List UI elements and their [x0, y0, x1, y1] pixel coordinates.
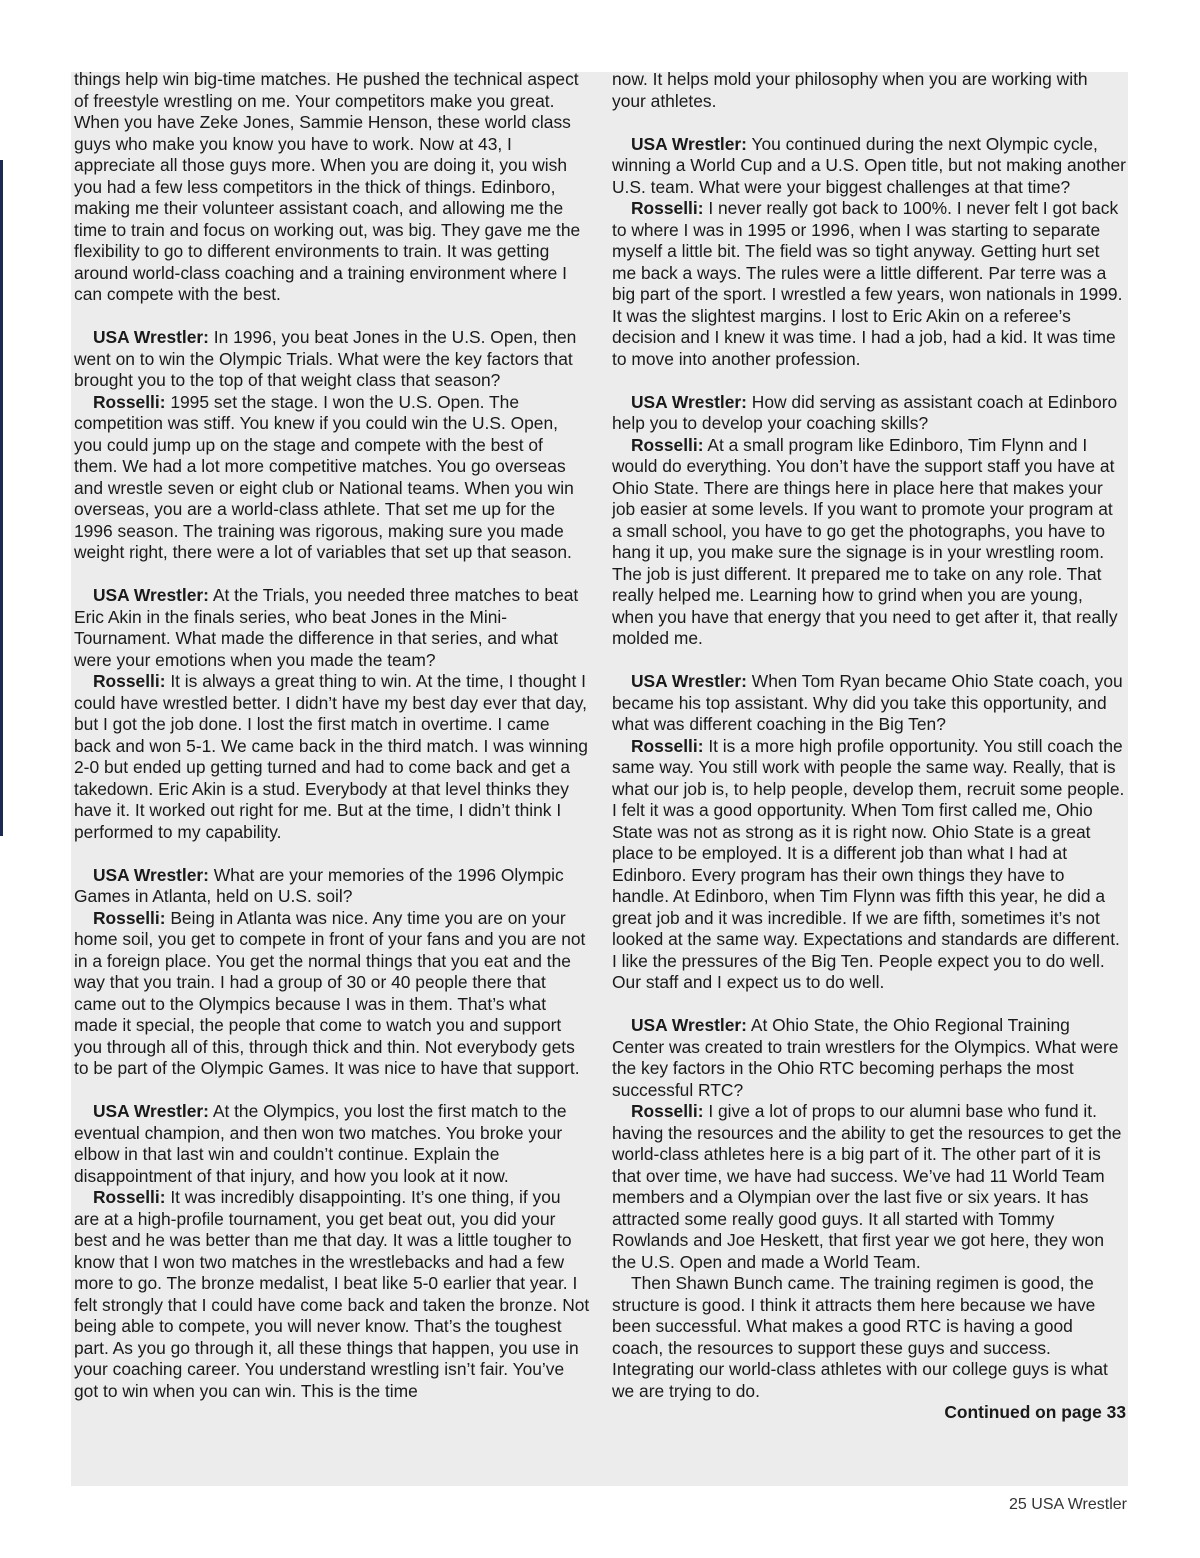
- speaker-label: USA Wrestler:: [93, 327, 209, 347]
- question-paragraph: [612, 134, 1126, 199]
- speaker-label: Rosselli:: [631, 735, 704, 756]
- answer-paragraph: [612, 1101, 1126, 1273]
- question-paragraph: [74, 1101, 590, 1187]
- speaker-label: Rosselli:: [93, 907, 166, 928]
- paragraph-text: In 1996, you beat Jones in the U.S. Open, then went on to win the Olympic Trials. What were the key factors that brought you to the top of that weight class that season?: [74, 327, 577, 390]
- paragraph-text: At the Trials, you needed three matches to beat Eric Akin in the finals series, who beat Jones in the Mini-Tournament. What made the difference in that series, and what were your emotions when you made the team?: [74, 585, 579, 670]
- paragraph-text: I never really got back to 100%. I never felt I got back to where I was in 1995 or 1996, when I was starting to separate myself a little bit. The field was so tight anyway. Getting hurt set me back a ways. The rules were a little different. Par terre was a big part of the sport. I wrestled a few years, won nationals in 1999. It was the slightest margins. I lost to Eric Akin on a referee’s decision and I knew it was time. I had a job, had a kid. It was time to move into another profession.: [612, 198, 1123, 369]
- speaker-label: Rosselli:: [631, 1101, 704, 1121]
- paragraph-text: How did serving as assistant coach at Edinboro help you to develop your coaching skills?: [612, 391, 1118, 433]
- paragraph-text: 1995 set the stage. I won the U.S. Open. The competition was stiff. You knew if you could win the U.S. Open, you could jump up on the stage and compete with the best of them. We had a lot more competitive matches. You go overseas and wrestle seven or eight club or National teams. When you win overseas, you are a world-class athlete. That set me up for the 1996 season. The training was rigorous, making sure you made weight right, there were a lot of variables that set up that season.: [74, 391, 574, 562]
- paragraph-text: It is always a great thing to win. At the time, I thought I could have wrestled better. I didn’t have my best day ever that day, but I got the job done. I lost the first match in overtime. I came back and won 5-1. We came back in the third match. I was winning 2-0 but ended up getting turned and had to come back and get a takedown. Eric Akin is a stud. Everybody at that level thinks they have it. It worked out right for me. But at the time, I didn’t think I performed to my capability.: [74, 671, 588, 842]
- question-paragraph: [612, 392, 1126, 435]
- speaker-label: USA Wrestler:: [631, 1015, 747, 1035]
- paragraph-text: At the Olympics, you lost the first match to the eventual champion, and then won two matches. You broke your elbow in that last win and couldn’t continue. Explain the disappointment of that injury, and how you look at it now.: [74, 1101, 567, 1186]
- paragraph-text: What are your memories of the 1996 Olympic Games in Atlanta, held on U.S. soil?: [74, 864, 564, 906]
- paragraph-text: At a small program like Edinboro, Tim Flynn and I would do everything. You don’t have the support staff you have at Ohio State. There are things here in place here that makes your job easier at some levels. If you want to promote your program at a small school, you have to go get the photographs, you have to hang it up, you make sure the signage is in your wrestling room. The job is just different. It prepared me to take on any role. That really helped me. Learning how to grind when you are young, when you have that energy that you need to get after it, that really molded me.: [612, 434, 1118, 648]
- paragraph: [612, 69, 1126, 112]
- speaker-label: USA Wrestler:: [631, 671, 747, 691]
- continued-on-page-link[interactable]: Continued on page 33: [944, 1402, 1126, 1422]
- answer-paragraph: [74, 392, 590, 564]
- speaker-label: USA Wrestler:: [631, 391, 747, 412]
- paragraph-text: now. It helps mold your philosophy when you are working with your athletes.: [612, 69, 1088, 111]
- speaker-label: Rosselli:: [93, 1187, 166, 1207]
- answer-paragraph: [612, 736, 1126, 994]
- question-paragraph: [74, 585, 590, 671]
- paragraph: [74, 69, 590, 306]
- speaker-label: USA Wrestler:: [93, 1101, 209, 1121]
- paragraph-text: It is a more high profile opportunity. You still coach the same way. You still work with people the same way. Really, that is what our job is, to help people, develop them, recruit some people. I felt it was a good opportunity. When Tom first called me, Ohio State was not as strong as it is right now. Ohio State is a great place to be employed. It is a different job than what I had at Edinboro. Every program has their own things they have to handle. At Edinboro, when Tim Flynn was fifth this year, he did a great job and it was incredible. If we are fifth, sometimes it’s not looked at the same way. Expectations and standards are different. I like the pressures of the Big Ten. People expect you to do well. Our staff and I expect us to do well.: [612, 735, 1125, 992]
- answer-paragraph: [74, 671, 590, 843]
- speaker-label: Rosselli:: [93, 391, 166, 412]
- right-column: [612, 69, 1126, 1424]
- left-column: [74, 69, 590, 1402]
- speaker-label: USA Wrestler:: [93, 585, 209, 605]
- question-paragraph: [74, 327, 590, 392]
- speaker-label: Rosselli:: [631, 434, 704, 455]
- speaker-label: USA Wrestler:: [93, 864, 209, 885]
- paragraph-text: I give a lot of props to our alumni base who fund it. having the resources and the ability to get the resources to get the world-class athletes here is a big part of it. The other part of it is that over time, we have had success. We’ve had 11 World Team members and a Olympian over the last five or six years. It has attracted some really good guys. It all started with Tommy Rowlands and Joe Heskett, that first year we got here, they won the U.S. Open and made a World Team.: [612, 1101, 1122, 1272]
- answer-paragraph: [74, 1187, 590, 1402]
- page-edge-rule: [0, 160, 3, 836]
- answer-paragraph: [612, 1273, 1126, 1402]
- paragraph-text: It was incredibly disappointing. It’s one thing, if you are at a high-profile tournament, you get beat out, you did your best and he was better than me that day. It was a little tougher to know that I won two matches in the wrestlebacks and had a few more to go. The bronze medalist, I beat like 5-0 earlier that year. I felt strongly that I could have come back and taken the bronze. Not being able to compete, you will never know. That’s the toughest part. As you go through it, all these things that happen, you use in your coaching career. You understand wrestling isn’t fair. You’ve got to win when you can win. This is the time: [74, 1187, 590, 1401]
- paragraph-text: At Ohio State, the Ohio Regional Training Center was created to train wrestlers for the Olympics. What were the key factors in the Ohio RTC becoming perhaps the most successful RTC?: [612, 1015, 1119, 1100]
- question-paragraph: [612, 671, 1126, 736]
- speaker-label: Rosselli:: [631, 198, 704, 218]
- page-footer: 25 USA Wrestler: [1009, 1496, 1127, 1513]
- answer-paragraph: [74, 908, 590, 1080]
- paragraph-text: When Tom Ryan became Ohio State coach, you became his top assistant. Why did you take this opportunity, and what was different coaching in the Big Ten?: [612, 671, 1123, 734]
- answer-paragraph: [612, 435, 1126, 650]
- paragraph-text: You continued during the next Olympic cycle, winning a World Cup and a U.S. Open title, but not making another U.S. team. What were your biggest challenges at that time?: [612, 133, 1126, 197]
- paragraph-text: Then Shawn Bunch came. The training regimen is good, the structure is good. I think it attracts them here because we have been successful. What makes a good RTC is having a good coach, the resources to support these guys and success. Integrating our world-class athletes with our college guys is what we are trying to do.: [612, 1273, 1108, 1401]
- speaker-label: Rosselli:: [93, 671, 166, 691]
- paragraph-text: things help win big-time matches. He pushed the technical aspect of freestyle wrestling on me. Your competitors make you great. When you have Zeke Jones, Sammie Henson, these world class guys who make you know you have to work. Now at 43, I appreciate all those guys more. When you are doing it, you wish you had a few less competitors in the thick of things. Edinboro, making me their volunteer assistant coach, and allowing me the time to train and focus on working out, was big. They gave me the flexibility to go to different environments to train. It was getting around world-class coaching and a training environment where I can compete with the best.: [74, 69, 581, 304]
- question-paragraph: [612, 1015, 1126, 1101]
- answer-paragraph: [612, 198, 1126, 370]
- speaker-label: USA Wrestler:: [631, 133, 747, 154]
- paragraph-text: Being in Atlanta was nice. Any time you are on your home soil, you get to compete in front of your fans and you are not in a foreign place. You get the normal things that you eat and the way that you train. I had a group of 30 or 40 people there that came out to the Olympics because I was in them. That’s what made it special, the people that come to watch you and support you through all of this, through thick and thin. Not everybody gets to be part of the Olympic Games. It was nice to have that support.: [74, 907, 586, 1078]
- question-paragraph: [74, 865, 590, 908]
